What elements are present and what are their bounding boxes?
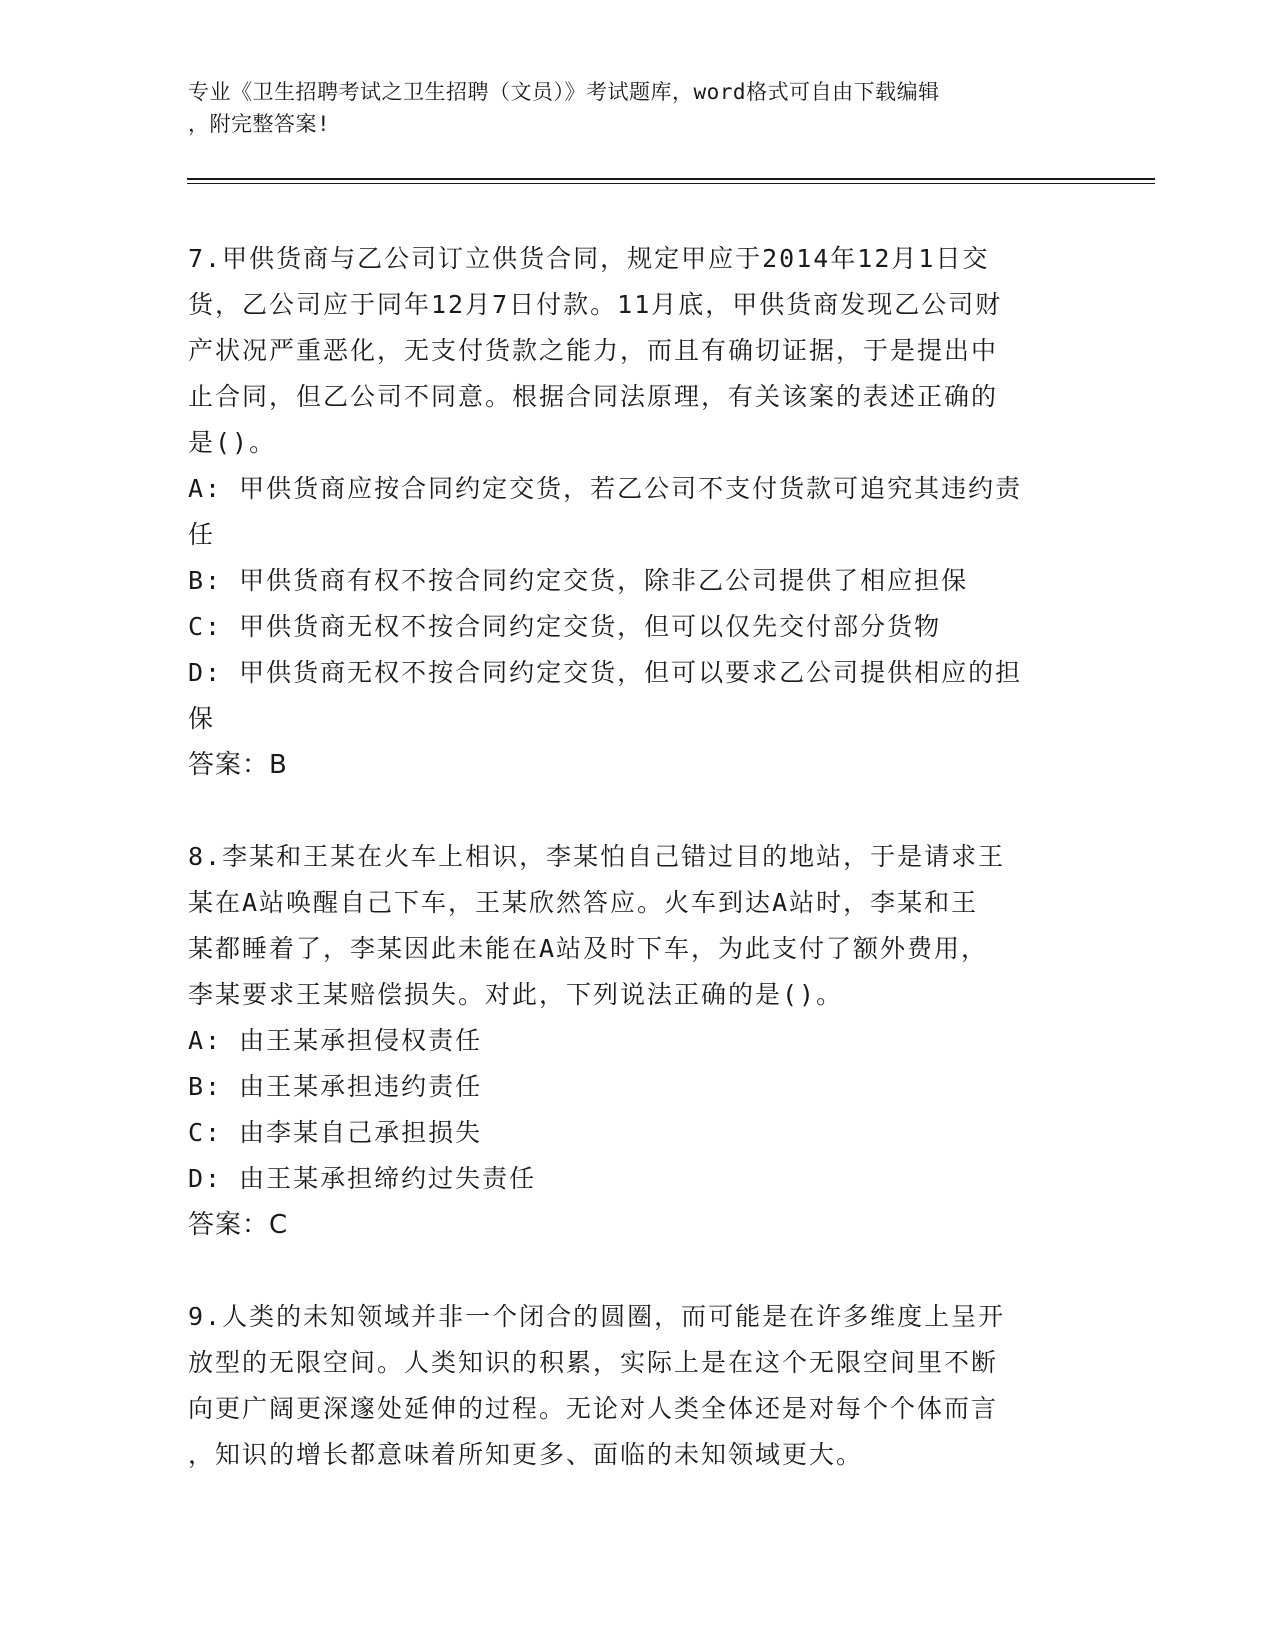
question-stem-line: ，知识的增长都意味着所知更多、面临的未知领域更大。 xyxy=(188,1440,864,1469)
option-b: B: 甲供货商有权不按合同约定交货，除非乙公司提供了相应担保 xyxy=(188,566,969,595)
option-c: C: 甲供货商无权不按合同约定交货，但可以仅先交付部分货物 xyxy=(188,612,942,641)
header-divider xyxy=(187,178,1155,184)
option-a: A: 由王某承担侵权责任 xyxy=(188,1026,483,1055)
question-stem-line: 某都睡着了，李某因此未能在A站及时下车，为此支付了额外费用， xyxy=(188,934,989,963)
question-stem-line: 9.人类的未知领域并非一个闭合的圆圈，而可能是在许多维度上呈开 xyxy=(188,1302,1006,1331)
question-stem-line: 放型的无限空间。人类知识的积累，实际上是在这个无限空间里不断 xyxy=(188,1348,999,1377)
option-d: D: 甲供货商无权不按合同约定交货，但可以要求乙公司提供相应的担 xyxy=(188,658,1023,687)
answer: 答案：B xyxy=(188,750,288,780)
header-line-2: ，附完整答案! xyxy=(188,112,331,136)
question-stem-line: 李某要求王某赔偿损失。对此，下列说法正确的是()。 xyxy=(188,980,844,1009)
option-d-continued: 保 xyxy=(188,704,216,733)
question-stem-line: 向更广阔更深邃处延伸的过程。无论对人类全体还是对每个个体而言 xyxy=(188,1394,999,1423)
question-stem-line: 8.李某和王某在火车上相识，李某怕自己错过目的地站，于是请求王 xyxy=(188,842,1006,871)
question-list xyxy=(188,236,1088,1524)
question-stem-line: 止合同，但乙公司不同意。根据合同法原理，有关该案的表述正确的 xyxy=(188,382,999,411)
question-stem-line: 7.甲供货商与乙公司订立供货合同，规定甲应于2014年12月1日交 xyxy=(188,244,990,273)
header-line-1: 专业《卫生招聘考试之卫生招聘（文员）》考试题库，word格式可自由下载编辑 xyxy=(188,80,940,104)
option-d: D: 由王某承担缔约过失责任 xyxy=(188,1164,537,1193)
question-8 xyxy=(188,834,1088,1248)
question-stem-line: 是()。 xyxy=(188,428,277,457)
page-header xyxy=(188,76,1088,140)
answer: 答案：C xyxy=(188,1210,289,1240)
question-7 xyxy=(188,236,1088,788)
option-a: A: 甲供货商应按合同约定交货，若乙公司不支付货款可追究其违约责 xyxy=(188,474,1023,503)
question-stem-line: 产状况严重恶化，无支付货款之能力，而且有确切证据，于是提出中 xyxy=(188,336,999,365)
question-stem-line: 货，乙公司应于同年12月7日付款。11月底，甲供货商发现乙公司财 xyxy=(188,290,1003,319)
question-stem-line: 某在A站唤醒自己下车，王某欣然答应。火车到达A站时，李某和王 xyxy=(188,888,979,917)
option-b: B: 由王某承担违约责任 xyxy=(188,1072,483,1101)
question-9 xyxy=(188,1294,1088,1478)
option-a-continued: 任 xyxy=(188,520,216,549)
option-c: C: 由李某自己承担损失 xyxy=(188,1118,483,1147)
